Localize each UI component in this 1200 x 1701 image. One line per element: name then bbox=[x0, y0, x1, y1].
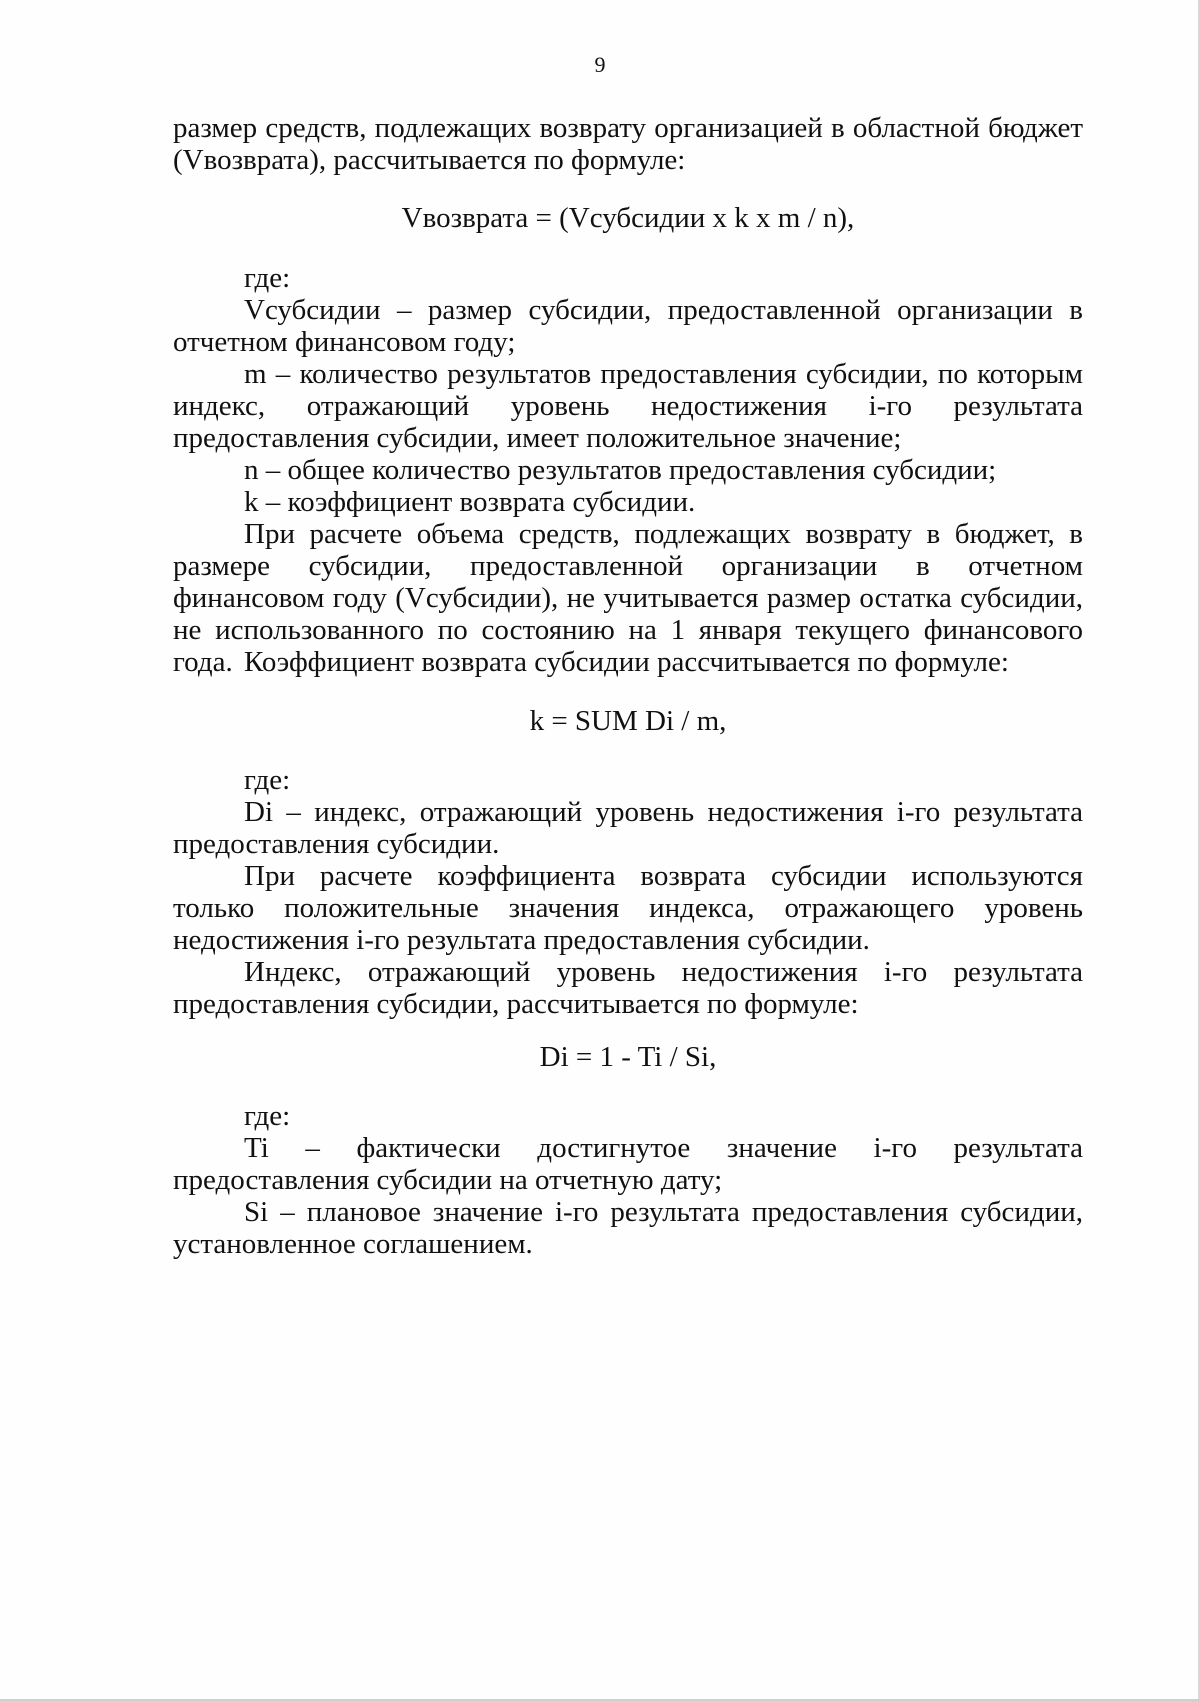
where-label: где: bbox=[244, 262, 291, 294]
paragraph-coefficient: Коэффициент возврата субсидии рассчитывается по формуле: bbox=[244, 646, 1009, 678]
definition-n: n – общее количество результатов предоставления субсидии; bbox=[244, 454, 997, 486]
definition-ti: Ti – фактически достигнутое значение i-го результата предоставления субсидии на отчетную дату; bbox=[173, 1132, 1083, 1196]
where-label: где: bbox=[244, 764, 291, 796]
page-number: 9 bbox=[594, 52, 606, 77]
definition-vsubsidii: Vсубсидии – размер субсидии, предоставленной организации в отчетном финансовом году; bbox=[173, 294, 1083, 358]
definition-k: k – коэффициент возврата субсидии. bbox=[244, 486, 696, 518]
formula-k: k = SUM Di / m, bbox=[529, 705, 727, 737]
definition-di: Di – индекс, отражающий уровень недостижения i-го результата предоставления субсидии. bbox=[173, 796, 1083, 860]
formula-v-vozvrata: Vвозврата = (Vсубсидии x k x m / n), bbox=[401, 202, 855, 234]
where-label: где: bbox=[244, 1100, 291, 1132]
definition-m: m – количество результатов предоставления субсидии, по которым индекс, отражающий уровень недостижения i-го результата предоставления субсидии, имеет положительное значение; bbox=[173, 358, 1083, 454]
paragraph-calculation: При расчете объема средств, подлежащих возврату в бюджет, в размере субсидии, предоставленной организации в отчетном финансовом году (Vсубсидии), не учитывается размер остатка субсидии, не использованного по состоянию на 1 января текущего финансового года. bbox=[173, 518, 1083, 678]
paragraph-positive-values: При расчете коэффициента возврата субсидии используются только положительные значения индекса, отражающего уровень недостижения i-го результата предоставления субсидии. bbox=[173, 860, 1083, 956]
definition-si: Si – плановое значение i-го результата предоставления субсидии, установленное соглашением. bbox=[173, 1196, 1083, 1260]
intro-paragraph: размер средств, подлежащих возврату организацией в областной бюджет (Vвозврата), рассчитывается по формуле: bbox=[173, 112, 1083, 176]
paragraph-index: Индекс, отражающий уровень недостижения i-го результата предоставления субсидии, рассчитывается по формуле: bbox=[173, 956, 1083, 1020]
formula-di: Di = 1 - Ti / Si, bbox=[539, 1041, 717, 1073]
